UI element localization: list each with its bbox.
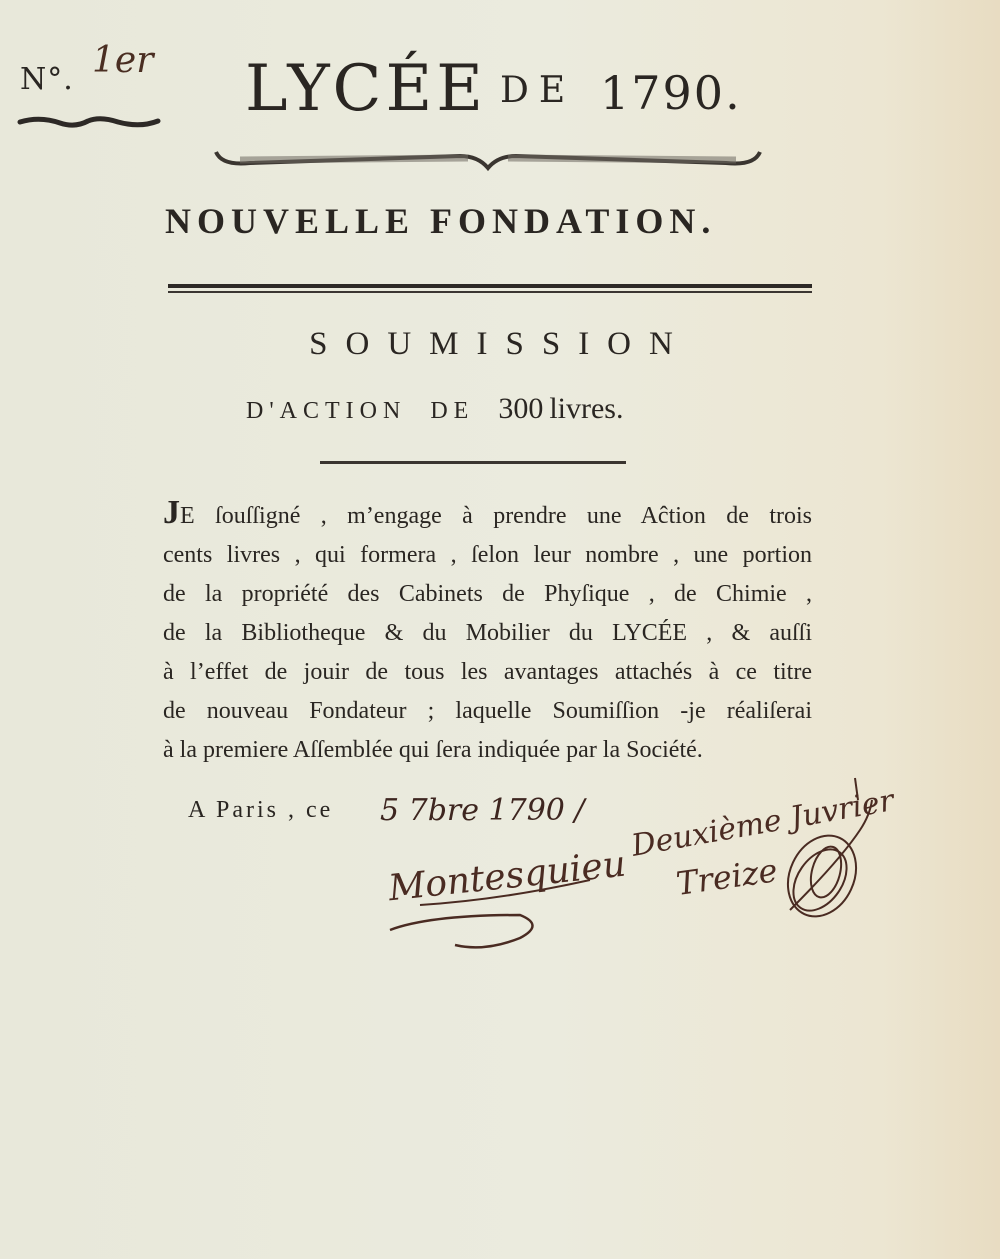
body-line-6: de nouveau Fondateur ; laquelle Soumiſſion -je réaliſerai	[163, 698, 812, 724]
handwritten-note-line-2: Treize	[673, 851, 780, 903]
body-line-5: à l’effet de jouir de tous les avantages attachés à ce titre	[163, 659, 812, 685]
body-line-7: à la premiere Aſſemblée qui ſera indiquée par la Société.	[163, 737, 703, 763]
body-line-4: de la Bibliotheque & du Mobilier du LYCÉE , & auſſi	[163, 620, 812, 646]
handwritten-note-line-1: Deuxième Juvrier	[628, 783, 897, 864]
signature: Montesquieu	[386, 843, 628, 910]
handwritten-number: 1er	[92, 40, 154, 81]
subtitle-nouvelle-fondation: NOUVELLE FONDATION.	[165, 201, 717, 241]
paraph-scribble	[775, 778, 872, 928]
place-and-date-label: A Paris , ce	[188, 797, 334, 823]
drop-cap: J	[163, 494, 180, 531]
action-amount: 300	[498, 392, 544, 425]
body-line-3: de la propriété des Cabinets de Phyſique , de Chimie ,	[163, 581, 812, 607]
body-line-2: cents livres , qui formera , ſelon leur nombre , une portion	[163, 542, 812, 568]
number-prefix: N°.	[20, 62, 74, 97]
handwritten-date: 5 7bre 1790 /	[380, 793, 585, 828]
body-line-1-text: E ſouſſigné , m’engage à prendre une Aĉtion de trois	[180, 503, 812, 529]
action-prefix: D'ACTION	[246, 398, 407, 424]
action-unit: livres.	[549, 392, 624, 425]
heading-soumission: SOUMISSION	[309, 326, 691, 362]
title-lycee: LYCÉE	[245, 52, 487, 126]
action-de: DE	[430, 398, 475, 424]
title-year: 1790.	[600, 66, 742, 120]
number-flourish	[20, 119, 158, 125]
signature-flourish	[390, 915, 533, 947]
title-de: DE	[500, 70, 576, 111]
